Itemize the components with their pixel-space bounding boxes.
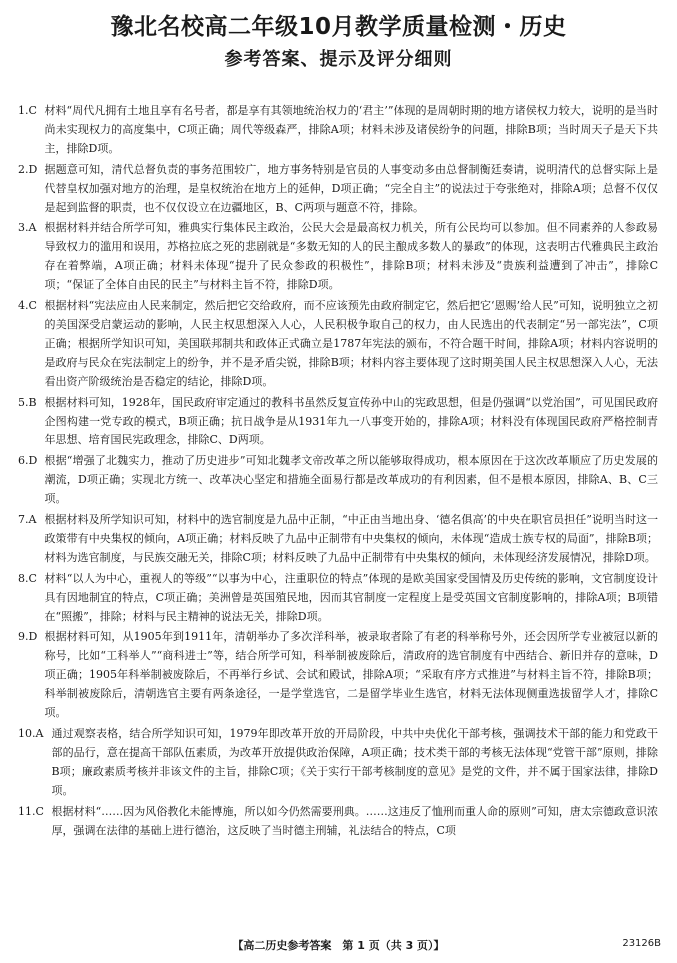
item-answer: B — [28, 395, 37, 409]
answer-item — [18, 511, 658, 568]
item-number: 4. — [18, 299, 29, 313]
item-explanation: 材料“周代凡拥有土地且享有名号者，都是享有其领地统治权力的‘君主’”体现的是周朝时期的地方诸侯权力较大，说明的是当时尚未实现权力的高度集中，C项正确；周代等级森严，排除A项；材料未涉及诸侯纷争的问题，排除B项；当时周天子是天下共主，排除D项。 — [44, 104, 658, 155]
item-answer: C — [28, 299, 37, 313]
answer-list — [18, 102, 658, 842]
page-footer: 【高二历史参考答案 第 1 页（共 3 页）】 — [232, 939, 445, 952]
item-explanation: 根据材料“宪法应由人民来制定，然后把它交给政府，而不应该预先由政府制定它，然后把它‘恩赐’给人民”可知，说明独立之初的美国深受启蒙运动的影响，人民主权思想深入人心，人民积极争取自己的权力，由人民选出的代表制定“另一部宪法”，C项正确；根据所学知识可知，美国联邦制共和政体正式确立是1787年宪法的颁布，不符合题干时间，排除A项；材料内容说明的是政府与民众在宪法制定上的纷争，并不是矛盾尖锐，排除B项；材料内容主要体现了这时期美国人民主权思想深入人心，无法看出资产阶级统治是否稳定的结论，排除D项。 — [44, 299, 658, 388]
answer-item — [18, 570, 658, 627]
answer-item — [18, 102, 658, 159]
item-answer: D — [28, 454, 38, 468]
page-title: 豫北名校高二年级10月教学质量检测・历史 — [110, 14, 567, 40]
answer-item — [18, 628, 658, 723]
answer-item — [18, 725, 658, 801]
document-code: 23126B — [622, 938, 661, 949]
item-number: 6. — [18, 454, 29, 468]
item-explanation: 通过观察表格，结合所学知识可知，1979年即改革开放的开局阶段，中共中央优化干部考核，强调技术干部的能力和党政干部的品行，意在提高干部队伍素质，为改革开放提供政治保障，A项正确；技术类干部的考核无法体现“党管干部”原则，排除B项；廉政素质考核并非该文件的主旨，排除C项；《关于实行干部考核制度的意见》是党的文件，并不属于国家法律，排除D项。 — [51, 727, 658, 797]
answer-item — [18, 394, 658, 451]
item-explanation: 材料“以人为中心，重视人的等级”“以事为中心，注重职位的特点”体现的是欧美国家受国情及历史传统的影响，文官制度设计具有因地制宜的特点，C项正确；美洲曾是英国殖民地，因而其官制度一定程度上是受英国文官制度影响的，排除A项；B项错在“照搬”，排除；材料与民主精神的说法无关，排除D项。 — [44, 571, 658, 623]
item-explanation: 根据材料可知，从1905年到1911年，清朝举办了多次洋科举，被录取者除了有老的科举称号外，还会因所学专业被冠以新的称号，比如“工科举人”“商科进士”等，结合所学可知，科举制被废除后，清政府的选官制度有中西结合、新旧并存的意味，D项正确；1905年科举制被废除后，不再举行乡试、会试和殿试，排除A项；“采取有序方式推进”与材料主旨不符，排除B项；科举制被废除后，清朝选官主要有两条途径，一是学堂选官，二是留学毕业生选官，材料无法体现侧重选拔留学人才，排除C项。 — [44, 630, 658, 720]
answer-item — [18, 161, 658, 218]
item-answer: C — [28, 104, 37, 117]
item-explanation: 根据材料可知，1928年，国民政府审定通过的教科书虽然反复宣传孙中山的宪政思想，但是仍强调“以党治国”，可见国民政府企图构建一党专政的模式，B项正确；抗日战争是从1931年九一八事变开始的，排除A项；材料没有体现国民政府严格控制青年思想、培育国民宪政理念，排除C、D两项。 — [44, 395, 658, 447]
item-answer: C — [35, 804, 44, 818]
item-number: 5. — [18, 395, 29, 409]
item-number: 2. — [18, 162, 29, 176]
item-number: 10. — [18, 727, 36, 740]
item-answer: A — [35, 727, 44, 740]
item-explanation: 根据材料及所学知识可知，材料中的选官制度是九品中正制，“中正由当地出身、‘德名俱高’的中央在职官员担任”说明当时这一政策带有中央集权的倾向，A项正确；材料反映了九品中正制带有中央集权的倾向，未体现“造成士族专权的局面”，排除B项；材料为选官制度，与民族交融无关，排除C项；材料反映了九品中正制带有中央集权的倾向，未体现经济发展情况，排除D项。 — [44, 513, 658, 564]
item-answer: A — [28, 513, 37, 527]
item-number: 7. — [18, 513, 29, 527]
answer-item — [18, 219, 658, 295]
item-answer: A — [28, 221, 37, 235]
item-answer: D — [28, 630, 38, 644]
item-explanation: 据题意可知，清代总督负责的事务范围较广，地方事务特别是官员的人事变动多由总督制衡廷奏请，说明清代的总督实际上是代替皇权加强对地方的治理，是皇权统治在地方上的延伸，D项正确；“完全自主”的说法过于夸张绝对，排除A项；总督不仅仅是起到监督的职责，也不仅仅设立在边疆地区，B、C两项与题意不符，排除。 — [44, 162, 658, 214]
item-number: 3. — [18, 221, 29, 235]
answer-item — [18, 297, 658, 392]
item-answer: C — [28, 571, 37, 585]
answer-item — [18, 452, 658, 509]
page-subtitle: 参考答案、提示及评分细则 — [224, 49, 453, 70]
item-explanation: 根据材料并结合所学可知，雅典实行集体民主政治，公民大会是最高权力机关，所有公民均可以参加。但不同素养的人参政易导致权力的滥用和误用，苏格拉底之死的悲剧就是“多数无知的人的民主酿成多数人的暴政”的体现，这表明古代雅典民主政治存在着弊端，A项正确；材料未体现“提升了民众参政的积极性”，排除B项；材料未涉及“贵族利益遭到了冲击”，排除C项；“保证了全体自由民的民主”与材料主旨不符，排除D项。 — [44, 221, 658, 292]
answer-item — [18, 803, 658, 841]
item-explanation: 根据材料“……因为风俗教化未能博施，所以如今仍然需要刑典。……这违反了恤刑而重人命的原则”可知，唐太宗德政意识浓厚，强调在法律的基础上进行德治，这反映了当时德主刑辅，礼法结合的特点，C项 — [51, 804, 658, 837]
item-number: 9. — [18, 630, 29, 644]
item-number: 11. — [18, 804, 36, 818]
item-answer: D — [28, 162, 38, 176]
item-number: 8. — [18, 571, 29, 585]
item-number: 1. — [18, 104, 29, 117]
item-explanation: 根据“增强了北魏实力，推动了历史进步”可知北魏孝文帝改革之所以能够取得成功，根本原因在于这次改革顺应了历史发展的潮流，D项正确；实现北方统一、改革决心坚定和措施全面易行都是改革成功的有利因素，但不是根本原因，排除A、B、C三项。 — [44, 454, 658, 506]
